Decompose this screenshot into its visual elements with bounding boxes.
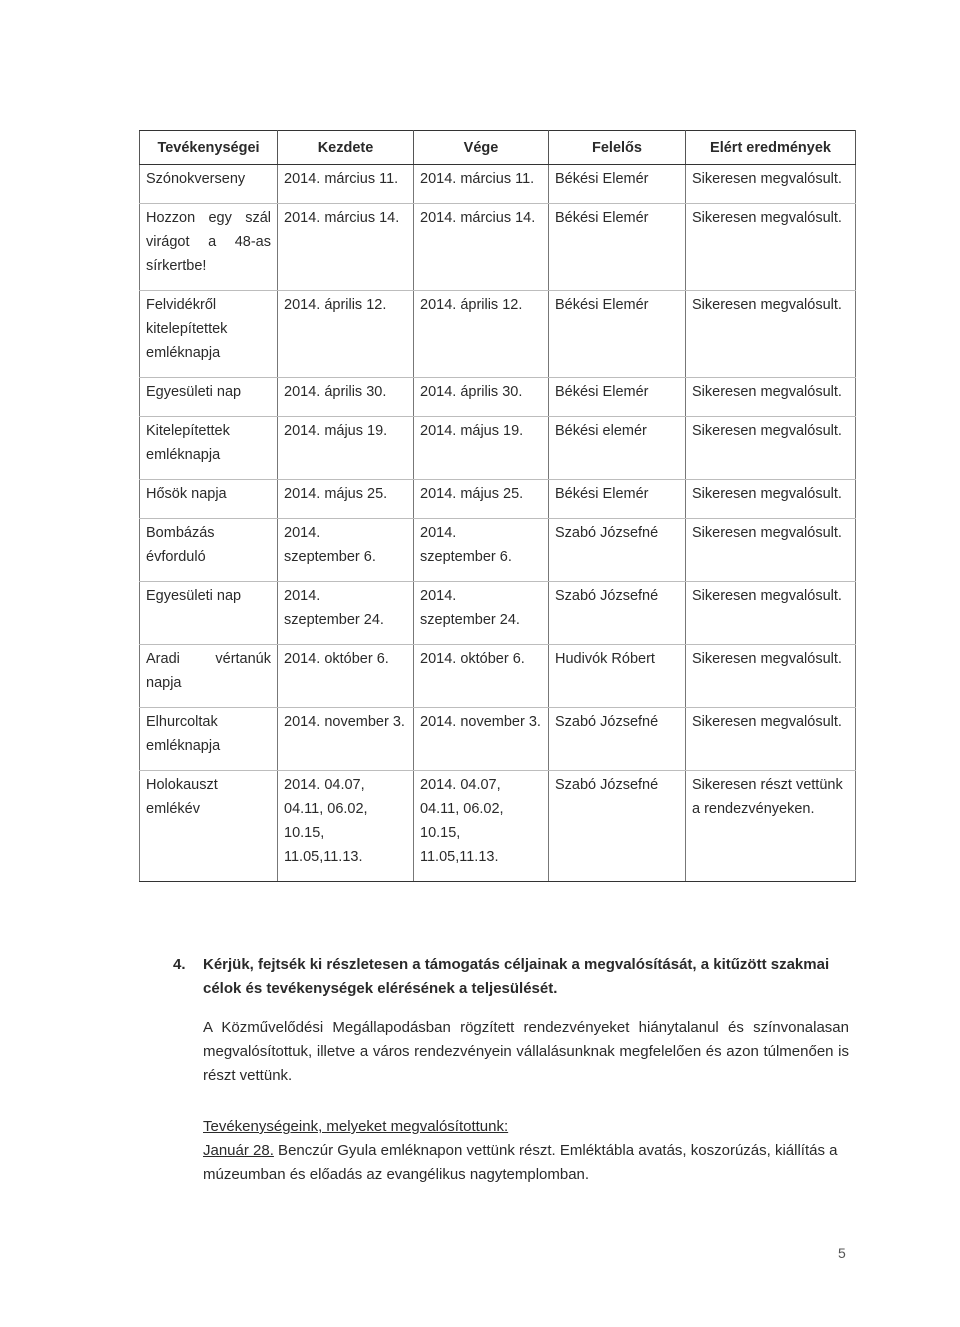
cell-result-text: Sikeresen megvalósult. — [692, 384, 842, 400]
cell-activity — [140, 378, 278, 417]
cell-result — [686, 708, 856, 771]
cell-activity-text: Kitelepítettek emléknapja — [146, 423, 230, 463]
cell-responsible — [549, 165, 686, 204]
cell-responsible — [549, 582, 686, 645]
header-end: Vége — [414, 131, 549, 165]
cell-responsible-text: Békési Elemér — [555, 384, 649, 400]
cell-responsible — [549, 204, 686, 291]
cell-responsible-text: Békési elemér — [555, 423, 647, 439]
cell-activity — [140, 165, 278, 204]
cell-end-text: 2014. április 12. — [420, 297, 523, 313]
cell-end — [414, 165, 549, 204]
cell-end — [414, 771, 549, 882]
cell-result-text: Sikeresen megvalósult. — [692, 210, 842, 226]
cell-start — [278, 417, 414, 480]
cell-start — [278, 771, 414, 882]
cell-activity — [140, 291, 278, 378]
table-row — [140, 708, 856, 771]
table-row — [140, 165, 856, 204]
cell-responsible-text: Békési Elemér — [555, 486, 649, 502]
cell-end-text: 2014. május 19. — [420, 423, 524, 439]
summary-paragraph: A Közművelődési Megállapodásban rögzített rendezvényeket hiánytalanul és színvonalasan megvalósítottuk, illetve a város rendezvényein vállalásunknak megfelelően és azon túlmenően is részt vettünk. — [203, 1019, 849, 1084]
activity-item-text: Benczúr Gyula emléknapon vettünk részt. Emléktábla avatás, koszorúzás, kiállítás a múzeumban és előadás az evangélikus nagytemplomban. — [203, 1142, 838, 1183]
cell-result-text: Sikeresen részt vettünk a rendezvényeken. — [692, 777, 843, 817]
cell-end-text: 2014. március 11. — [420, 171, 535, 187]
cell-start-text: 2014. március 14. — [284, 210, 400, 226]
cell-start-text: 2014. október 6. — [284, 651, 389, 667]
header-start: Kezdete — [278, 131, 414, 165]
cell-end-text: 2014. 04.07, 04.11, 06.02, 10.15, 11.05,11.13. — [420, 777, 504, 865]
cell-start — [278, 204, 414, 291]
table-header-row — [140, 131, 856, 165]
question-block — [173, 953, 849, 1001]
activities-heading: Tevékenységeink, melyeket megvalósítottunk: — [203, 1118, 509, 1135]
cell-responsible — [549, 291, 686, 378]
cell-responsible — [549, 771, 686, 882]
cell-responsible — [549, 708, 686, 771]
header-results: Elért eredmények — [686, 131, 856, 165]
cell-responsible-text: Szabó Józsefné — [555, 777, 659, 793]
table-row — [140, 204, 856, 291]
page-number: 5 — [838, 1245, 846, 1261]
cell-result — [686, 771, 856, 882]
header-responsible: Felelős — [549, 131, 686, 165]
cell-end — [414, 645, 549, 708]
cell-start-text: 2014. november 3. — [284, 714, 405, 730]
cell-responsible — [549, 378, 686, 417]
table-row — [140, 645, 856, 708]
cell-result — [686, 378, 856, 417]
cell-responsible — [549, 645, 686, 708]
cell-result-text: Sikeresen megvalósult. — [692, 171, 842, 187]
cell-end — [414, 708, 549, 771]
cell-activity-text: Elhurcoltak emléknapja — [146, 714, 221, 754]
cell-activity — [140, 519, 278, 582]
cell-activity-text: Szónokverseny — [146, 171, 246, 187]
cell-result-text: Sikeresen megvalósult. — [692, 651, 842, 667]
cell-result — [686, 645, 856, 708]
cell-activity — [140, 771, 278, 882]
table-row — [140, 771, 856, 882]
cell-result-text: Sikeresen megvalósult. — [692, 588, 842, 604]
cell-start — [278, 582, 414, 645]
cell-end-text: 2014. március 14. — [420, 210, 536, 226]
cell-end — [414, 378, 549, 417]
cell-activity-text: Bombázás évforduló — [146, 525, 215, 565]
question-text: Kérjük, fejtsék ki részletesen a támogatás céljainak a megvalósítását, a kitűzött szakmai célok és tevékenységek elérésének a teljesülését. — [203, 956, 830, 997]
cell-responsible-text: Békési Elemér — [555, 171, 649, 187]
cell-result — [686, 519, 856, 582]
cell-start — [278, 519, 414, 582]
cell-start — [278, 480, 414, 519]
table-body — [140, 165, 856, 882]
cell-start-text: 2014. szeptember 6. — [284, 525, 376, 565]
cell-end — [414, 582, 549, 645]
cell-end — [414, 291, 549, 378]
cell-start — [278, 645, 414, 708]
cell-activity — [140, 204, 278, 291]
cell-activity — [140, 480, 278, 519]
cell-start-text: 2014. május 25. — [284, 486, 388, 502]
cell-result — [686, 582, 856, 645]
cell-responsible-text: Békési Elemér — [555, 210, 649, 226]
cell-activity-text: Hozzon egy szál virágot a 48-as sírkertbe! — [146, 210, 271, 274]
cell-responsible-text: Szabó Józsefné — [555, 525, 659, 541]
cell-result — [686, 165, 856, 204]
cell-activity-text: Aradi vértanúk napja — [146, 651, 271, 691]
cell-start — [278, 708, 414, 771]
table-row — [140, 378, 856, 417]
cell-result-text: Sikeresen megvalósult. — [692, 423, 842, 439]
activity-item-january — [203, 1139, 849, 1187]
cell-start-text: 2014. május 19. — [284, 423, 388, 439]
table-row — [140, 417, 856, 480]
cell-activity-text: Holokauszt emlékév — [146, 777, 218, 817]
cell-end-text: 2014. április 30. — [420, 384, 523, 400]
cell-start-text: 2014. március 11. — [284, 171, 399, 187]
cell-responsible-text: Békési Elemér — [555, 297, 649, 313]
cell-start — [278, 291, 414, 378]
cell-end-text: 2014. szeptember 24. — [420, 588, 520, 628]
activities-table — [139, 130, 856, 882]
cell-start-text: 2014. szeptember 24. — [284, 588, 384, 628]
cell-responsible — [549, 519, 686, 582]
cell-start-text: 2014. április 12. — [284, 297, 387, 313]
cell-activity — [140, 582, 278, 645]
cell-start — [278, 378, 414, 417]
cell-end-text: 2014. szeptember 6. — [420, 525, 512, 565]
cell-activity — [140, 417, 278, 480]
cell-result-text: Sikeresen megvalósult. — [692, 525, 842, 541]
cell-end — [414, 519, 549, 582]
cell-end — [414, 480, 549, 519]
cell-activity-text: Egyesületi nap — [146, 384, 242, 400]
cell-result-text: Sikeresen megvalósult. — [692, 486, 842, 502]
cell-activity-text: Hősök napja — [146, 486, 227, 502]
cell-responsible-text: Szabó Józsefné — [555, 588, 659, 604]
cell-responsible — [549, 417, 686, 480]
header-activities: Tevékenységei — [140, 131, 278, 165]
cell-start-text: 2014. 04.07, 04.11, 06.02, 10.15, 11.05,11.13. — [284, 777, 368, 865]
question-number: 4. — [173, 956, 186, 973]
cell-end-text: 2014. október 6. — [420, 651, 525, 667]
cell-start-text: 2014. április 30. — [284, 384, 387, 400]
cell-activity — [140, 645, 278, 708]
cell-result — [686, 417, 856, 480]
table-row — [140, 480, 856, 519]
cell-end-text: 2014. május 25. — [420, 486, 524, 502]
table-row — [140, 519, 856, 582]
cell-end — [414, 204, 549, 291]
cell-result-text: Sikeresen megvalósult. — [692, 714, 842, 730]
cell-result — [686, 480, 856, 519]
table-row — [140, 291, 856, 378]
activity-item-date: Január 28. — [203, 1142, 274, 1159]
cell-result-text: Sikeresen megvalósult. — [692, 297, 842, 313]
cell-result — [686, 291, 856, 378]
cell-responsible-text: Szabó Józsefné — [555, 714, 659, 730]
cell-responsible-text: Hudivók Róbert — [555, 651, 655, 667]
cell-activity-text: Egyesületi nap — [146, 588, 242, 604]
cell-activity — [140, 708, 278, 771]
cell-activity-text: Felvidékről kitelepítettek emléknapja — [146, 297, 228, 361]
cell-end-text: 2014. november 3. — [420, 714, 541, 730]
cell-result — [686, 204, 856, 291]
cell-start — [278, 165, 414, 204]
table-row — [140, 582, 856, 645]
cell-end — [414, 417, 549, 480]
cell-responsible — [549, 480, 686, 519]
